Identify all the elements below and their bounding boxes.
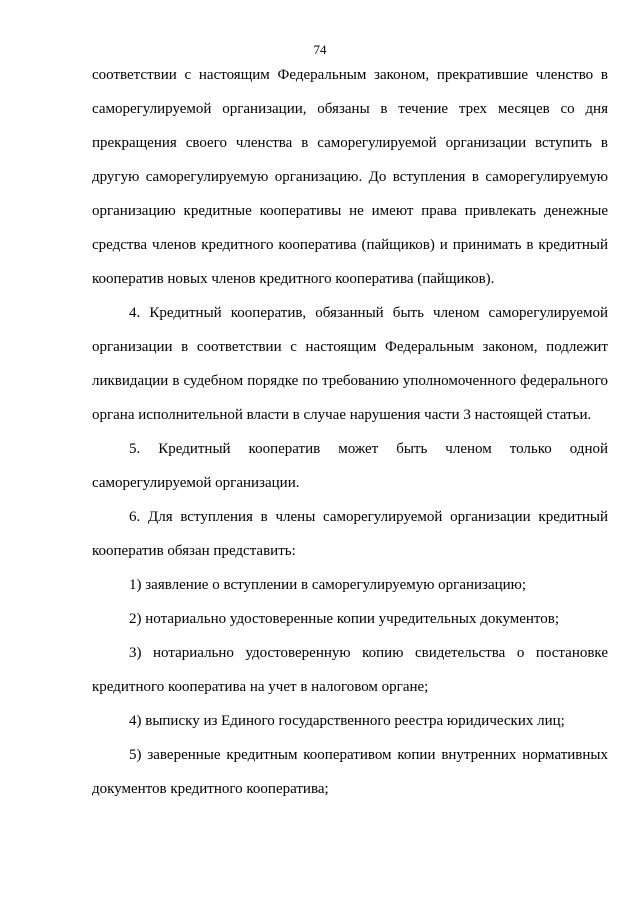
paragraph-4: 4. Кредитный кооператив, обязанный быть членом саморегулируемой организации в соответствии с настоящим Федеральным законом, подлежит ликвидации в судебном порядке по требованию уполномоченного федерального органа исполнительной власти в случае нарушения части 3 настоящей статьи.	[92, 305, 608, 423]
paragraph-6: 6. Для вступления в члены саморегулируемой организации кредитный кооператив обязан представить:	[92, 509, 608, 559]
paragraph-5-text: 5. Кредитный кооператив может быть членом только одной	[129, 441, 608, 457]
page-number: 74	[313, 42, 327, 57]
paragraph-continuation: соответствии с настоящим Федеральным законом, прекратившие членство в саморегулируемой организации, обязаны в течение трех месяцев со дня прекращения своего членства в саморегулируемой организации вступить в другую саморегулируемую организацию. До вступления в саморегулируемую организацию кредитные кооперативы не имеют права привлекать денежные средства членов кредитного кооператива (пайщиков) и принимать в кредитный кооператив новых членов кредитного кооператива (пайщиков).	[92, 67, 608, 287]
list-item-4: 4) выписку из Единого государственного реестра юридических лиц;	[129, 713, 565, 729]
list-item-1: 1) заявление о вступлении в саморегулируемую организацию;	[129, 577, 527, 593]
document-body	[92, 58, 608, 806]
paragraph-5-tail: саморегулируемой организации.	[92, 475, 300, 491]
paragraph-5	[92, 432, 608, 500]
list-item-2: 2) нотариально удостоверенные копии учредительных документов;	[129, 611, 560, 627]
list-item-3: 3) нотариально удостоверенную копию свидетельства о постановке кредитного кооператива на учет в налоговом органе;	[92, 645, 608, 695]
list-item-5: 5) заверенные кредитным кооперативом копии внутренних нормативных документов кредитного кооператива;	[92, 747, 608, 797]
